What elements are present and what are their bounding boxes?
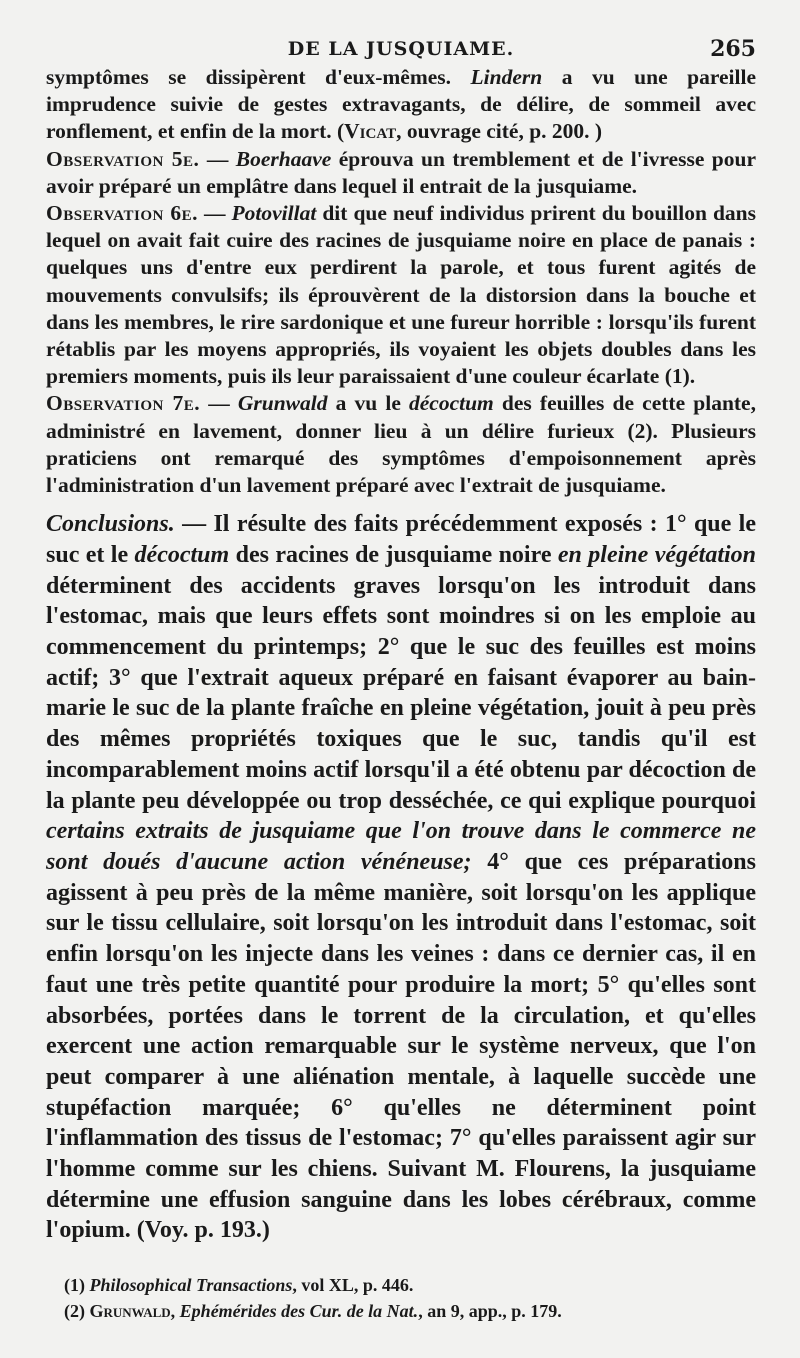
dash: — — [198, 201, 232, 226]
observation-5 — [46, 146, 756, 200]
observation-label: Observation 6e. — [46, 201, 198, 226]
text-run: dit que neuf individus prirent du bouillon dans lequel on avait fait cuire des racines de jusquiame noire en place de panais : quelques uns d'entre eux perdirent la parole, et tous furent agités de mouvements convulsifs; ils éprouvèrent de la distorsion dans la bouche et dans les membres, le rire sardonique et une fureur horrible : lorsqu'ils furent rétablis par les moyens appropriés, ils voyaient les objets doubles dans les premiers moments, puis ils leur paraissaient d'une couleur écarlate (1). — [46, 201, 756, 389]
conclusions-paragraph — [46, 509, 756, 1246]
observation-label: Observation 7e. — [46, 391, 201, 416]
text-run: — Il résulte des faits précédemment exposés : 1° que le suc et le — [46, 511, 756, 568]
reference-name: Vicat — [344, 119, 397, 144]
page-number: 265 — [710, 36, 756, 62]
text-run: , vol XL, p. 446. — [292, 1275, 414, 1295]
separator: , — [170, 1301, 180, 1321]
author-name: Boerhaave — [235, 146, 332, 171]
text-run: 4° que ces préparations agissent à peu près de la même manière, soit lorsqu'on les applique sur le tissu cellulaire, soit lorsqu'on les introduit dans l'estomac, soit enfin lorsqu'on les injecte dans les veines : dans ce dernier cas, il en faut une très petite quantité pour produire la mort; 5° qu'elles sont absorbées, portées dans le torrent de la circulation, et qu'elles exercent une action remarquable sur le système nerveux, que l'on peut comparer à une aliénation mentale, à laquelle succède une stupéfaction marquée; 6° qu'elles ne déterminent point l'inflammation des tissus de l'estomac; 7° qu'elles paraissent agir sur l'homme comme sur les chiens. Suivant M. Flourens, la jusquiame détermine une effusion sanguine dans les lobes cérébraux, comme l'opium. (Voy. p. 193.) — [46, 848, 756, 1244]
text-run: , an 9, app., p. 179. — [418, 1301, 562, 1321]
emphasis: en pleine végétation — [557, 541, 757, 568]
conclusions-label: Conclusions. — [46, 511, 175, 538]
dash: — — [200, 391, 238, 416]
footnotes — [64, 1272, 756, 1324]
text-run: des racines de jusquiame noire — [229, 541, 558, 568]
page-body — [46, 64, 756, 1246]
observation-7 — [46, 390, 756, 499]
page-header — [46, 30, 756, 64]
observation-6 — [46, 200, 756, 390]
emphasis: certains extraits de jusquiame que l'on trouve dans le commerce ne sont doués d'aucune action vénéneuse; — [46, 818, 756, 875]
author-name: Lindern — [470, 65, 543, 89]
observation-label: Observation 5e. — [46, 146, 200, 171]
source-title: Philosophical Transactions — [89, 1275, 293, 1295]
dash: — — [199, 146, 236, 171]
author-name: Grunwald — [237, 391, 328, 416]
text-run: symptômes se dissipèrent d'eux-mêmes. — [46, 65, 471, 89]
text-run: éprouva un tremblement et de l'ivresse pour avoir préparé un emplâtre dans lequel il entrait de la jusquiame. — [46, 146, 756, 198]
running-title: DE LA JUSQUIAME. — [287, 38, 515, 60]
footnote-1 — [64, 1272, 756, 1298]
author-name: Potovillat — [231, 201, 317, 226]
text-run: des feuilles de cette plante, administré en lavement, donner lieu à un délire furieux (2). Plusieurs praticiens ont remarqué des symptômes d'empoisonnement après l'administration d'un lavement préparé avec l'extrait de jusquiame. — [46, 391, 756, 498]
text-run: , ouvrage cité, p. 200. ) — [396, 119, 603, 144]
source-author: Grunwald — [89, 1301, 171, 1321]
source-title: Ephémérides des Cur. de la Nat. — [179, 1301, 419, 1321]
paragraph-continuation — [46, 64, 756, 146]
text-run: déterminent des accidents graves lorsqu'on les introduit dans l'estomac, mais que leurs effets sont moindres si on les emploie au commencement du printemps; 2° que le suc des feuilles est moins actif; 3° que l'extrait aqueux préparé en faisant évaporer au bain-marie le suc de la plante fraîche en pleine végétation, jouit à peu près des mêmes propriétés toxiques que le suc, tandis qu'il est incomparablement moins actif lorsqu'il a été obtenu par décoction de la plante peu développée ou trop desséchée, ce qui explique pourquoi — [46, 572, 756, 814]
footnote-number: (2) — [64, 1301, 90, 1321]
text-run: a vu une pareille imprudence suivie de gestes extravagants, de délire, de sommeil avec ronflement, et enfin de la mort. ( — [46, 65, 756, 144]
text-run: a vu le — [327, 391, 409, 416]
latin-term: décoctum — [134, 541, 230, 568]
footnote-number: (1) — [64, 1275, 90, 1295]
footnote-2 — [64, 1298, 756, 1324]
latin-term: décoctum — [409, 391, 494, 416]
